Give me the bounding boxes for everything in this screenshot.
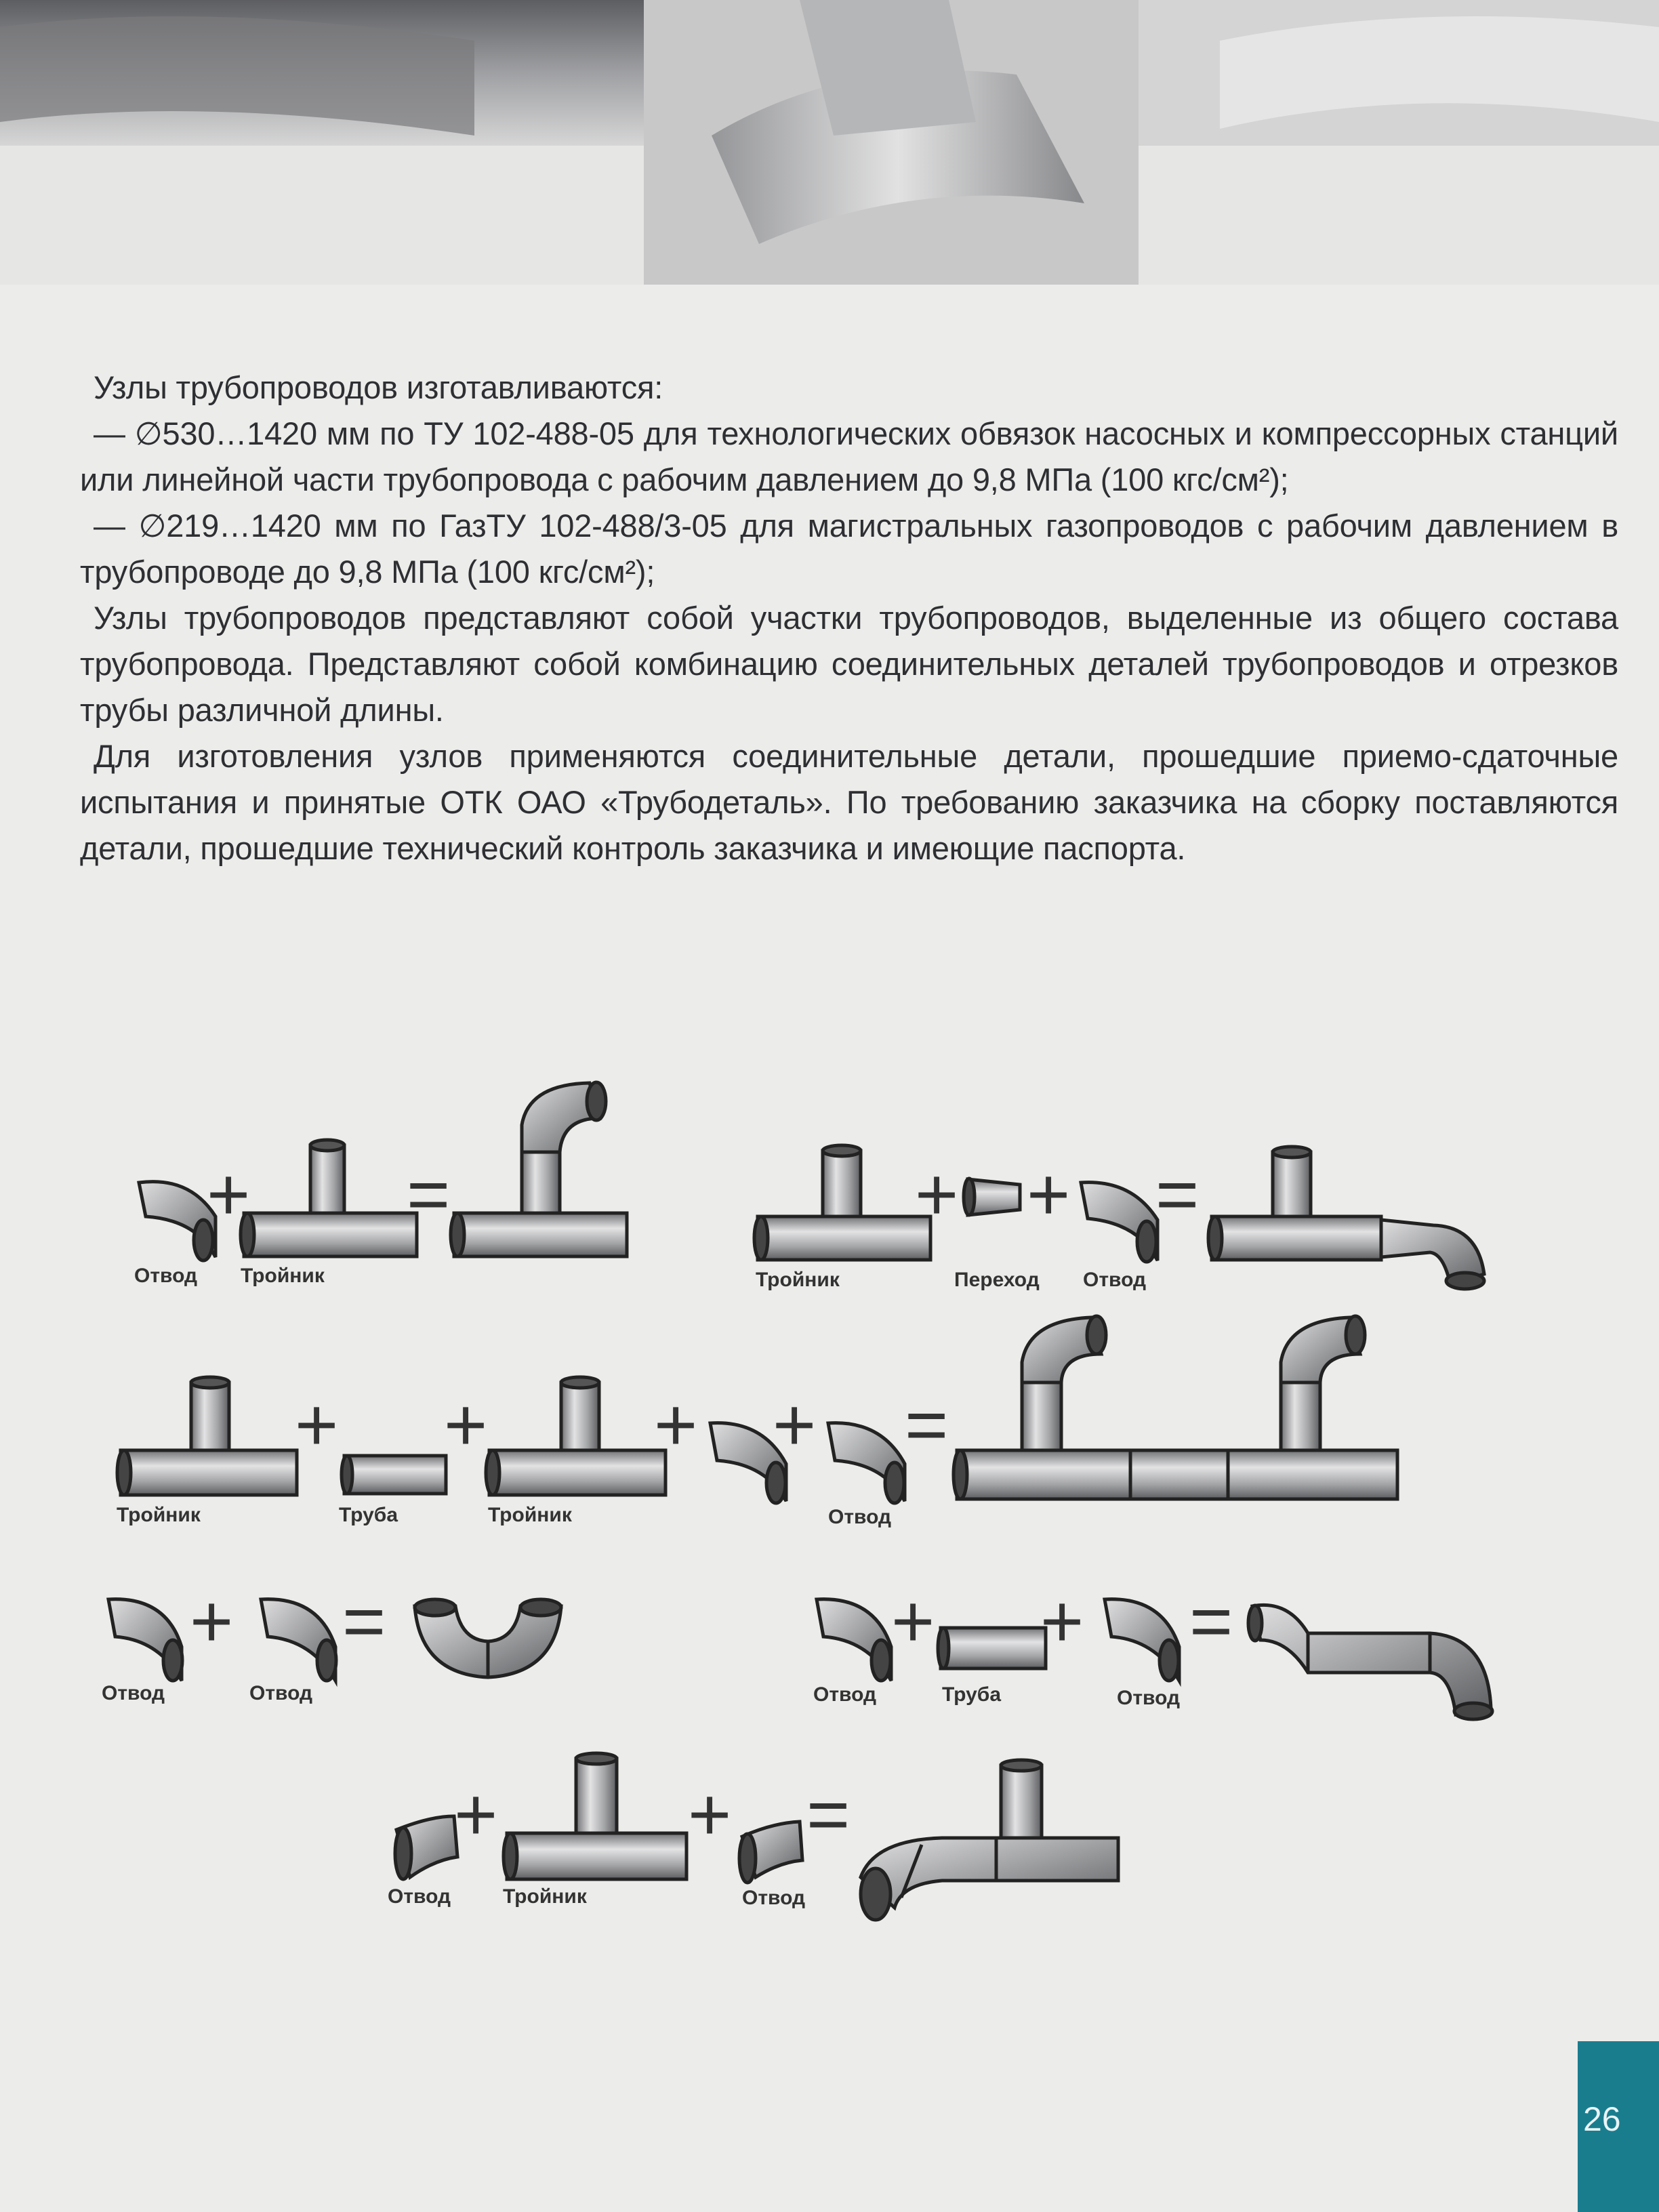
tee-part-3 xyxy=(117,1377,297,1495)
equals-sign: = xyxy=(1189,1580,1233,1663)
elbow-part-8 xyxy=(1105,1599,1179,1681)
tee-part-2 xyxy=(754,1145,930,1260)
label-otvod: Отвод xyxy=(1083,1269,1147,1291)
elbow-part-7 xyxy=(817,1599,891,1681)
reducer-part xyxy=(964,1179,1020,1215)
paragraph-2: Для изготовления узлов применяются соединительные детали, прошедшие приемо-сдаточные испытания и принятые ОТК ОАО «Трубодеталь». По требованию заказчика на сборку поставляются детали, прошедшие технический контроль заказчика и имеющие паспорта. xyxy=(80,738,1618,866)
description-text xyxy=(80,365,1618,872)
tee-part-5 xyxy=(504,1753,687,1879)
label-troynik: Тройник xyxy=(756,1269,840,1291)
plus-sign: + xyxy=(454,1773,498,1856)
pipe-part xyxy=(342,1456,446,1494)
plus-sign: + xyxy=(1040,1580,1084,1663)
tee-reducer-elbow-result xyxy=(1208,1147,1484,1289)
label-otvod: Отвод xyxy=(828,1506,892,1528)
equals-sign: = xyxy=(905,1383,949,1467)
spec-item-1: — ∅530…1420 мм по ТУ 102-488-05 для технологических обвязок насосных и компрессорных станций или линейной части трубопровода с рабочим давлением до 9,8 МПа (100 кгс/см²); xyxy=(80,415,1618,497)
tee-part xyxy=(241,1140,417,1256)
double-tee-result xyxy=(954,1316,1397,1499)
label-otvod: Отвод xyxy=(249,1682,313,1704)
u-bend-result xyxy=(415,1599,561,1677)
plus-sign: + xyxy=(891,1580,935,1663)
header-photo-strip xyxy=(0,0,1659,285)
elbow-part-10 xyxy=(739,1822,802,1883)
label-truba: Труба xyxy=(942,1683,1002,1706)
label-otvod: Отвод xyxy=(813,1683,877,1706)
label-truba: Труба xyxy=(339,1504,398,1526)
elbow-part-6 xyxy=(261,1599,336,1681)
plus-sign: + xyxy=(444,1383,488,1467)
plus-sign: + xyxy=(654,1383,698,1467)
label-otvod: Отвод xyxy=(742,1887,806,1909)
label-otvod: Отвод xyxy=(102,1682,165,1704)
plus-sign: + xyxy=(915,1153,959,1236)
plus-sign: + xyxy=(1027,1153,1071,1236)
intro-heading: Узлы трубопроводов изготавливаются: xyxy=(94,369,663,405)
pipe-part-2 xyxy=(938,1628,1046,1668)
tee-with-elbow-result xyxy=(451,1082,627,1256)
assembly-diagrams xyxy=(0,1057,1659,1938)
plus-sign: + xyxy=(773,1383,817,1467)
equals-sign: = xyxy=(407,1153,451,1236)
plus-sign: + xyxy=(295,1383,339,1467)
label-troynik: Тройник xyxy=(503,1885,587,1908)
label-troynik: Тройник xyxy=(117,1504,201,1526)
label-perehod: Переход xyxy=(954,1269,1040,1291)
tee-with-elbows-result xyxy=(861,1760,1118,1920)
tee-part-4 xyxy=(486,1377,665,1495)
label-otvod: Отвод xyxy=(1117,1687,1181,1709)
paragraph-1: Узлы трубопроводов представляют собой участки трубопроводов, выделенные из общего состава трубопровода. Представляют собой комбинацию соединительных деталей трубопроводов и отрезков трубы различной длины. xyxy=(80,600,1618,728)
plus-sign: + xyxy=(207,1153,251,1236)
elbow-part xyxy=(139,1182,216,1261)
elbow-part-5 xyxy=(108,1599,182,1681)
equals-sign: = xyxy=(342,1580,386,1663)
page-number: 26 xyxy=(1583,2100,1621,2138)
plus-sign: + xyxy=(190,1580,234,1663)
elbow-part-4 xyxy=(828,1423,905,1503)
label-otvod: Отвод xyxy=(134,1265,198,1287)
label-otvod: Отвод xyxy=(388,1885,451,1908)
label-troynik: Тройник xyxy=(488,1504,572,1526)
plus-sign: + xyxy=(688,1773,732,1856)
spec-item-2: — ∅219…1420 мм по ГазТУ 102-488/3-05 для магистральных газопроводов с рабочим давлением в трубопроводе до 9,8 МПа (100 кгс/см²); xyxy=(80,508,1618,590)
label-troynik: Тройник xyxy=(241,1265,325,1287)
equals-sign: = xyxy=(806,1773,851,1856)
elbow-part-9 xyxy=(395,1816,457,1879)
s-bend-result xyxy=(1248,1605,1492,1719)
equals-sign: = xyxy=(1155,1153,1200,1236)
elbow-part-2 xyxy=(1081,1183,1158,1262)
